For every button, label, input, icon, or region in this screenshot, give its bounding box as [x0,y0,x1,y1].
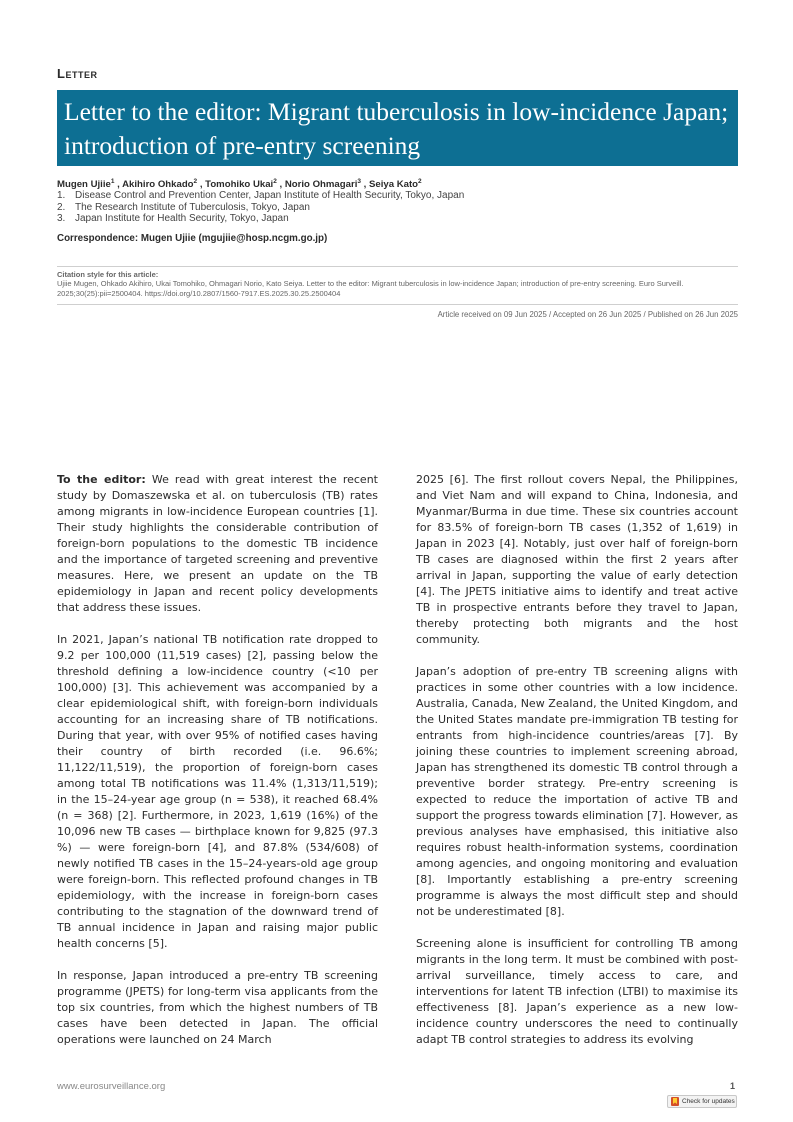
citation-heading: Citation style for this article: [57,270,159,279]
author-name: Tomohiko Ukai [205,179,274,191]
citation-text: Ujiie Mugen, Ohkado Akihiro, Ukai Tomohiko, Ohmagari Norio, Kato Seiya. Letter to the editor: Migrant tuberculosis in low-incidence Japan; introduction of pre-entry screening. Euro Surveill. 2025;30(25):pii=2500404. https://doi.org/10.2807/1560-7917.ES.2025.30.25.2500404 [57,279,684,298]
affiliation-item [57,213,738,225]
affiliation-item [57,190,738,202]
author-list: Mugen Ujiie$^1$ , Akihiro Ohkado$^2$ , Tomohiko Ukai$^2$ , Norio Ohmagari$^3$ , Seiya Kato$^2$ [57,178,422,191]
divider [57,304,738,305]
body-paragraph: 2025 [6]. The first rollout covers Nepal, the Philippines, and Viet Nam and will expand to China, Indonesia, and Myanmar/Burma in due time. These six countries account for 83.5% of foreign-born TB cases (1,352 of 1,619) in Japan in 2023 [4]. Notably, just over half of foreign-born TB cases are diagnosed within the first 2 years after arrival in Japan, supporting the value of early detection [4]. The JPETS initiative aims to identify and treat active TB in prospective entrants before they travel to Japan, thereby protecting both migrants and the host community. [416,473,738,646]
page-number: 1 [730,1081,736,1091]
author-affiliation-mark: 2 [418,178,422,185]
body-paragraph: Japan’s adoption of pre-entry TB screening aligns with practices in some other countries with a low incidence. Australia, Canada, New Zealand, the United Kingdom, and the United States mandate pre-immigration TB testing for entrants from high-incidence countries/areas [7]. By joining these countries to implement screening abroad, Japan has strengthened its domestic TB control through a preventive border strategy. Pre-entry screening is expected to reduce the importation of active TB and support the progress towards elimination [7]. However, as previous analyses have emphasised, this initiative also requires robust health-information systems, coordination among agencies, and ongoing monitoring and evaluation [8]. Importantly establishing a pre-entry screening programme is always the most difficult step and should not be underestimated [8]. [416,665,738,918]
author-affiliation-mark: 2 [273,178,277,185]
title-banner [57,90,738,166]
affiliation-number: 1. [57,190,66,201]
affiliation-text: Japan Institute for Health Security, Tokyo, Japan [75,213,289,224]
section-label: Letter [57,66,98,81]
author-affiliation-mark: 3 [357,178,361,185]
body-paragraph: In response, Japan introduced a pre-entry TB screening programme (JPETS) for long-term visa applicants from the top six countries, from which the highest numbers of TB cases have been detected in Japan. The official operations were launched on 24 March [57,969,378,1046]
author-affiliation-mark: 1 [110,178,115,185]
author-name: Mugen Ujiie [57,179,111,191]
affiliation-number: 3. [57,213,66,224]
bookmark-icon [671,1097,679,1106]
author-name: Akihiro Ohkado [122,179,194,191]
correspondence-line: Correspondence: Mugen Ujiie (mgujiie@hosp.ncgm.go.jp) [57,233,328,244]
affiliation-text: Disease Control and Prevention Center, Japan Institute of Health Security, Tokyo, Japan [75,190,465,201]
article-title: Letter to the editor: Migrant tuberculosis in low-incidence Japan; introduction of pre-entry screening [64,97,729,160]
letter-salutation: To the editor: [57,473,146,486]
publication-dates: Article received on 09 Jun 2025 / Accepted on 26 Jun 2025 / Published on 26 Jun 2025 [437,310,738,319]
body-paragraph: In 2021, Japan’s national TB notification rate dropped to 9.2 per 100,000 (11,519 cases) [2], passing below the threshold defining a low-incidence country (<10 per 100,000) [3]. This achievement was accompanied by a clear epidemiological shift, with foreign-born individuals accounting for an increasing share of TB notifications. During that year, with over 95% of notified cases having their country of birth recorded (i.e. 96.6%; 11,122/11,519), the proportion of foreign-born cases among total TB notifications was 11.4% (1,313/11,519); in the 15–24-year age group (n = 538), it reached 68.4% (n = 368) [2]. Furthermore, in 2023, 1,619 (16%) of the 10,096 new TB cases — birthplace known for 9,825 (97.3 %) — were foreign-born [4], and 87.8% (534/608) of newly notified TB cases in the 15–24-years-old age group were foreign-born. This reflected profound changes in TB epidemiology, with the increase in foreign-born cases contributing to the stagnation of the downward trend of TB annual incidence in Japan and raising major public health concerns [5]. [57,633,378,950]
check-for-updates-button[interactable] [667,1095,737,1108]
journal-url[interactable]: www.eurosurveillance.org [57,1081,166,1092]
affiliation-item [57,202,738,214]
divider [57,266,738,267]
affiliation-number: 2. [57,201,66,213]
check-for-updates-label: Check for updates [682,1098,735,1105]
affiliation-text: The Research Institute of Tuberculosis, Tokyo, Japan [75,201,310,213]
author-name: Norio Ohmagari [284,179,358,191]
body-paragraph [57,472,378,616]
paragraph-text: We read with great interest the recent study by Domaszewska et al. on tuberculosis (TB) rates among migrants in low-incidence European countries [1]. Their study highlights the considerable contribution of foreign-born populations to the domestic TB incidence and the importance of targeted screening and preventive measures. Here, we present an update on the TB epidemiology in Japan and recent policy developments that address these issues. [57,473,378,614]
body-column-right [416,472,738,1064]
author-affiliation-mark: 2 [193,178,198,185]
affiliation-list [57,190,738,225]
author-name: Seiya Kato [368,179,419,191]
body-column-left [57,472,378,1064]
body-paragraph: Screening alone is insufficient for controlling TB among migrants in the long term. It must be combined with post-arrival surveillance, timely access to care, and interventions for latent TB infection (LTBI) to maximise its effectiveness [8]. Japan’s experience as a new low-incidence country underscores the need to continually adapt TB control strategies to address its evolving [416,937,738,1046]
